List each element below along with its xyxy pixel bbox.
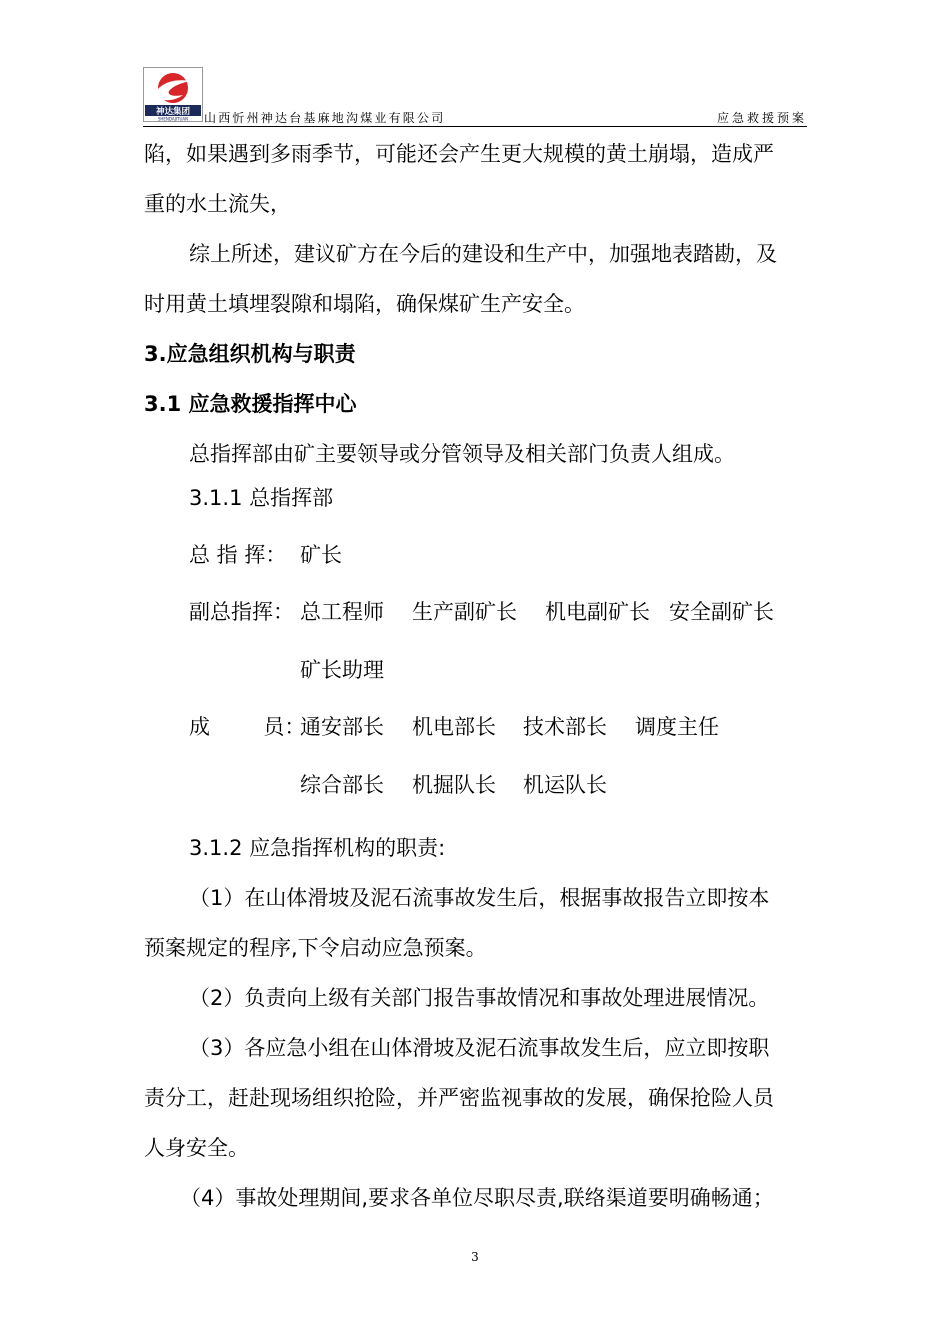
- logo-text: 神达集团: [155, 107, 191, 117]
- paragraph-line: 综上所述，建议矿方在今后的建设和生产中，加强地表踏勘，及: [189, 242, 777, 266]
- page-number: 3: [471, 1250, 479, 1264]
- section-heading: 3.应急组织机构与职责: [144, 342, 356, 366]
- paragraph-line: 重的水土流失，: [144, 192, 291, 216]
- roster-member: 机掘队长: [412, 773, 496, 797]
- paragraph-line: 时用黄土填埋裂隙和塌陷，确保煤矿生产安全。: [144, 292, 585, 316]
- duty-line: （1）在山体滑坡及泥石流事故发生后，根据事故报告立即按本: [189, 886, 770, 910]
- roster-member: 通安部长: [300, 715, 384, 739]
- roster-deputy: 总工程师: [300, 600, 384, 624]
- roster-deputy: 矿长助理: [300, 658, 384, 682]
- subsection-heading: 3.1 应急救援指挥中心: [144, 392, 357, 416]
- roster-member: 调度主任: [635, 715, 719, 739]
- roster-label-members: 成 员：: [189, 715, 306, 739]
- duty-line: （4）事故处理期间,要求各单位尽职尽责,联络渠道要明确畅通；: [180, 1186, 774, 1210]
- roster-member: 综合部长: [300, 773, 384, 797]
- duty-line: 人身安全。: [144, 1136, 249, 1160]
- header-divider: [143, 126, 807, 127]
- roster-label-commander: 总 指 挥：: [189, 543, 287, 567]
- subsubsection-heading: 3.1.2 应急指挥机构的职责:: [189, 836, 446, 860]
- roster-commander: 矿长: [300, 543, 342, 567]
- roster-member: 机运队长: [523, 773, 607, 797]
- logo-emblem-icon: [143, 67, 203, 122]
- subsubsection-heading: 3.1.1 总指挥部: [189, 486, 334, 510]
- company-logo: [143, 67, 203, 122]
- roster-deputy: 机电副矿长: [545, 600, 650, 624]
- logo-subtext: SHENDAJITUAN: [157, 116, 189, 122]
- roster-deputy: 安全副矿长: [669, 600, 774, 624]
- duty-line: （2）负责向上级有关部门报告事故情况和事故处理进展情况。: [189, 986, 770, 1010]
- duty-line: 预案规定的程序,下令启动应急预案。: [144, 936, 487, 960]
- header-document-title: 应急救援预案: [716, 111, 807, 125]
- roster-member: 技术部长: [523, 715, 607, 739]
- duty-line: （3）各应急小组在山体滑坡及泥石流事故发生后，应立即按职: [189, 1036, 770, 1060]
- duty-line: 责分工，赶赴现场组织抢险，并严密监视事故的发展，确保抢险人员: [144, 1086, 774, 1110]
- paragraph-line: 总指挥部由矿主要领导或分管领导及相关部门负责人组成。: [189, 442, 735, 466]
- paragraph-line: 陷，如果遇到多雨季节，可能还会产生更大规模的黄土崩塌，造成严: [144, 142, 774, 166]
- header-company-name: 山西忻州神达台基麻地沟煤业有限公司: [204, 111, 446, 125]
- roster-deputy: 生产副矿长: [412, 600, 517, 624]
- roster-label-deputy: 副总指挥：: [189, 600, 294, 624]
- roster-member: 机电部长: [412, 715, 496, 739]
